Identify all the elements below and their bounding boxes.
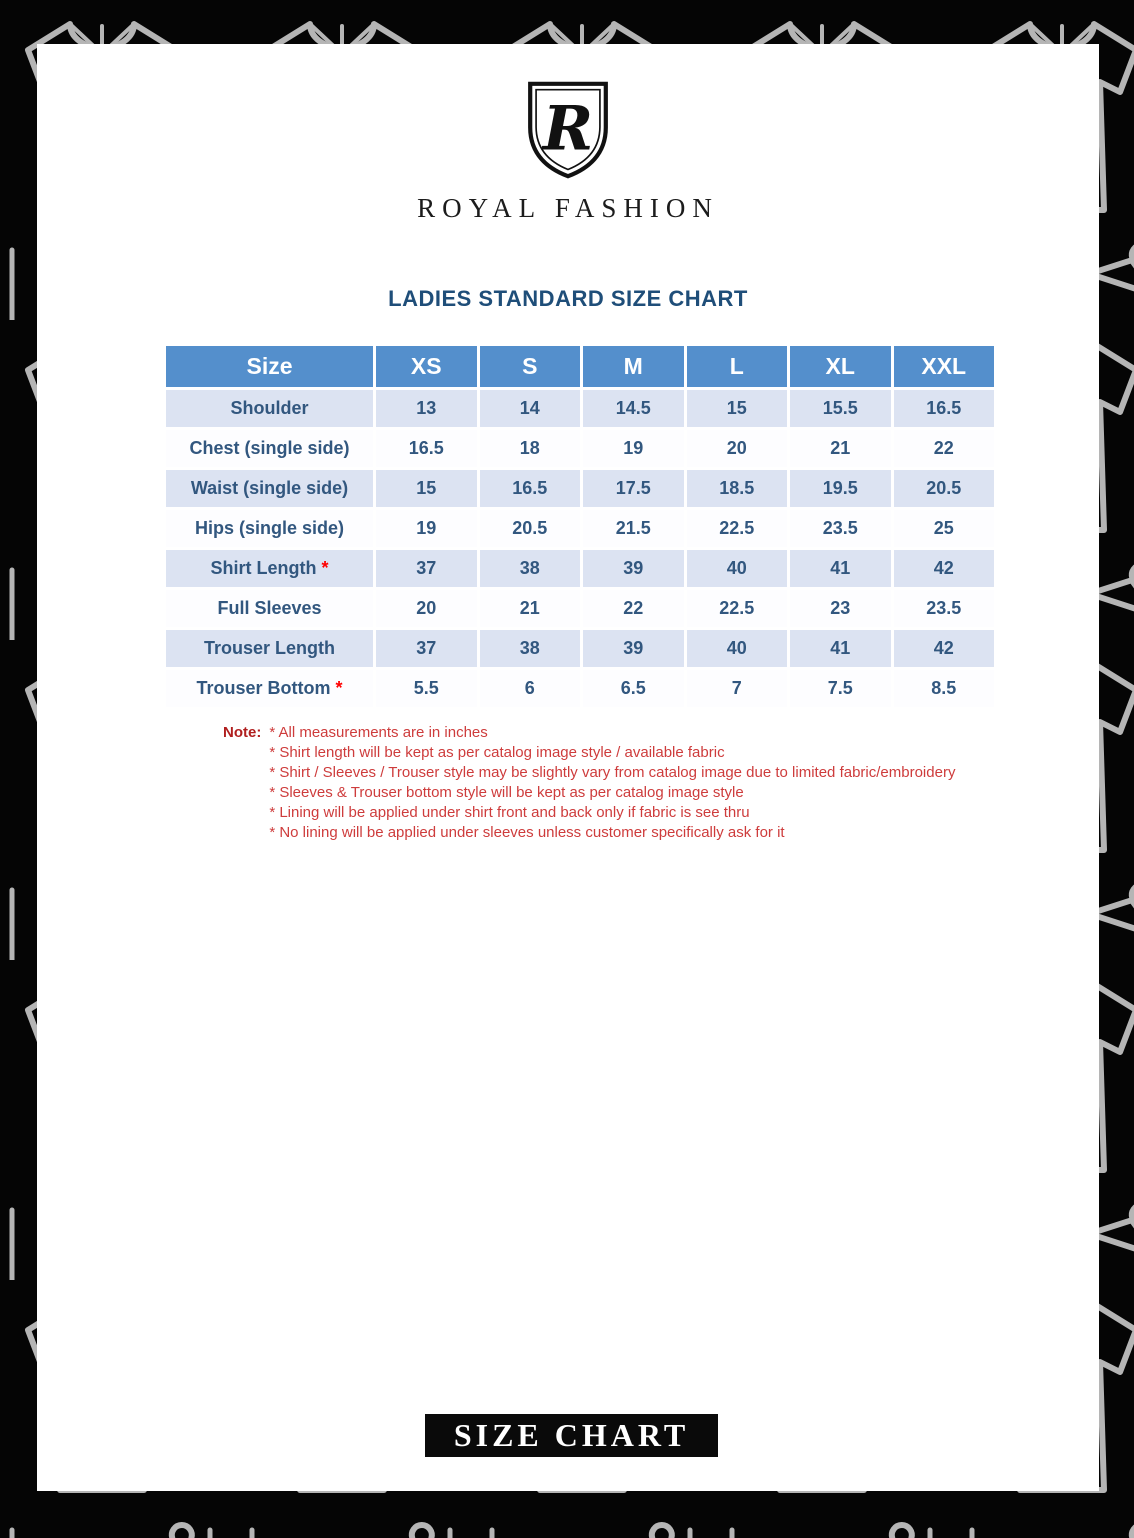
measurement-cell: 15	[687, 390, 788, 427]
measurement-cell: 22.5	[687, 510, 788, 547]
row-label: Full Sleeves	[166, 590, 373, 627]
measurement-cell: 38	[480, 550, 581, 587]
size-header-l: L	[687, 346, 788, 387]
measurement-cell: 7.5	[790, 670, 891, 707]
measurement-cell: 18.5	[687, 470, 788, 507]
measurement-cell: 19.5	[790, 470, 891, 507]
row-label: Trouser Bottom *	[166, 670, 373, 707]
measurement-cell: 21	[790, 430, 891, 467]
size-header-xxl: XXL	[894, 346, 995, 387]
size-header-xl: XL	[790, 346, 891, 387]
measurement-cell: 38	[480, 630, 581, 667]
measurement-cell: 41	[790, 630, 891, 667]
measurement-cell: 16.5	[894, 390, 995, 427]
required-asterisk: *	[330, 678, 343, 698]
required-asterisk: *	[316, 558, 329, 578]
measurement-cell: 16.5	[376, 430, 477, 467]
size-table-body	[166, 390, 994, 707]
table-row	[166, 470, 994, 507]
brand-logo	[37, 80, 1099, 224]
table-row	[166, 630, 994, 667]
measurement-cell: 14	[480, 390, 581, 427]
note-item: * Sleeves & Trouser bottom style will be kept as per catalog image style	[269, 784, 744, 801]
size-header-s: S	[480, 346, 581, 387]
measurement-cell: 40	[687, 550, 788, 587]
note-item: * Shirt / Sleeves / Trouser style may be slightly vary from catalog image due to limited fabric/embroidery	[269, 764, 956, 781]
monogram-letter: R	[542, 93, 594, 165]
measurement-cell: 6	[480, 670, 581, 707]
note-item: * No lining will be applied under sleeves unless customer specifically ask for it	[269, 824, 785, 841]
measurement-cell: 21	[480, 590, 581, 627]
size-table-header-row	[166, 346, 994, 387]
measurement-cell: 15.5	[790, 390, 891, 427]
measurement-cell: 14.5	[583, 390, 684, 427]
measurement-cell: 42	[894, 550, 995, 587]
measurement-cell: 37	[376, 630, 477, 667]
size-chart-page	[37, 44, 1099, 1491]
size-table	[163, 343, 997, 710]
measurement-cell: 41	[790, 550, 891, 587]
size-header-xs: XS	[376, 346, 477, 387]
table-row	[166, 670, 994, 707]
page-title: LADIES STANDARD SIZE CHART	[388, 286, 748, 311]
measurement-cell: 23	[790, 590, 891, 627]
measurement-cell: 39	[583, 630, 684, 667]
note-label: Note:	[223, 724, 262, 741]
measurement-cell: 8.5	[894, 670, 995, 707]
measurement-cell: 37	[376, 550, 477, 587]
size-header-m: M	[583, 346, 684, 387]
note-item: * Shirt length will be kept as per catalog image style / available fabric	[269, 744, 725, 761]
measurement-cell: 13	[376, 390, 477, 427]
measurement-cell: 25	[894, 510, 995, 547]
table-row	[166, 390, 994, 427]
brand-name: ROYAL FASHION	[417, 193, 719, 223]
measurement-cell: 20	[687, 430, 788, 467]
row-label: Chest (single side)	[166, 430, 373, 467]
measurement-cell: 19	[583, 430, 684, 467]
measurement-cell: 16.5	[480, 470, 581, 507]
note-item: * Lining will be applied under shirt front and back only if fabric is see thru	[269, 804, 750, 821]
row-label: Trouser Length	[166, 630, 373, 667]
table-row	[166, 430, 994, 467]
measurement-cell: 20	[376, 590, 477, 627]
measurement-cell: 23.5	[790, 510, 891, 547]
measurement-cell: 40	[687, 630, 788, 667]
row-label: Hips (single side)	[166, 510, 373, 547]
note-item: * All measurements are in inches	[269, 724, 488, 741]
measurement-cell: 18	[480, 430, 581, 467]
measurement-cell: 23.5	[894, 590, 995, 627]
measurement-cell: 20.5	[480, 510, 581, 547]
table-row	[166, 590, 994, 627]
measurement-cell: 7	[687, 670, 788, 707]
royal-fashion-shield-icon	[526, 80, 610, 180]
note-items	[269, 723, 955, 843]
measurement-cell: 17.5	[583, 470, 684, 507]
table-row	[166, 510, 994, 547]
measurement-cell: 42	[894, 630, 995, 667]
measurement-cell: 22	[583, 590, 684, 627]
row-label: Shirt Length *	[166, 550, 373, 587]
row-label: Shoulder	[166, 390, 373, 427]
measurement-cell: 22	[894, 430, 995, 467]
measurement-cell: 15	[376, 470, 477, 507]
size-chart-banner: SIZE CHART	[425, 1414, 718, 1457]
measurement-cell: 39	[583, 550, 684, 587]
measurement-cell: 19	[376, 510, 477, 547]
table-row	[166, 550, 994, 587]
size-column-header: Size	[166, 346, 373, 387]
measurement-cell: 22.5	[687, 590, 788, 627]
measurement-cell: 6.5	[583, 670, 684, 707]
notes-section	[223, 723, 955, 843]
measurement-cell: 21.5	[583, 510, 684, 547]
measurement-cell: 20.5	[894, 470, 995, 507]
row-label: Waist (single side)	[166, 470, 373, 507]
measurement-cell: 5.5	[376, 670, 477, 707]
